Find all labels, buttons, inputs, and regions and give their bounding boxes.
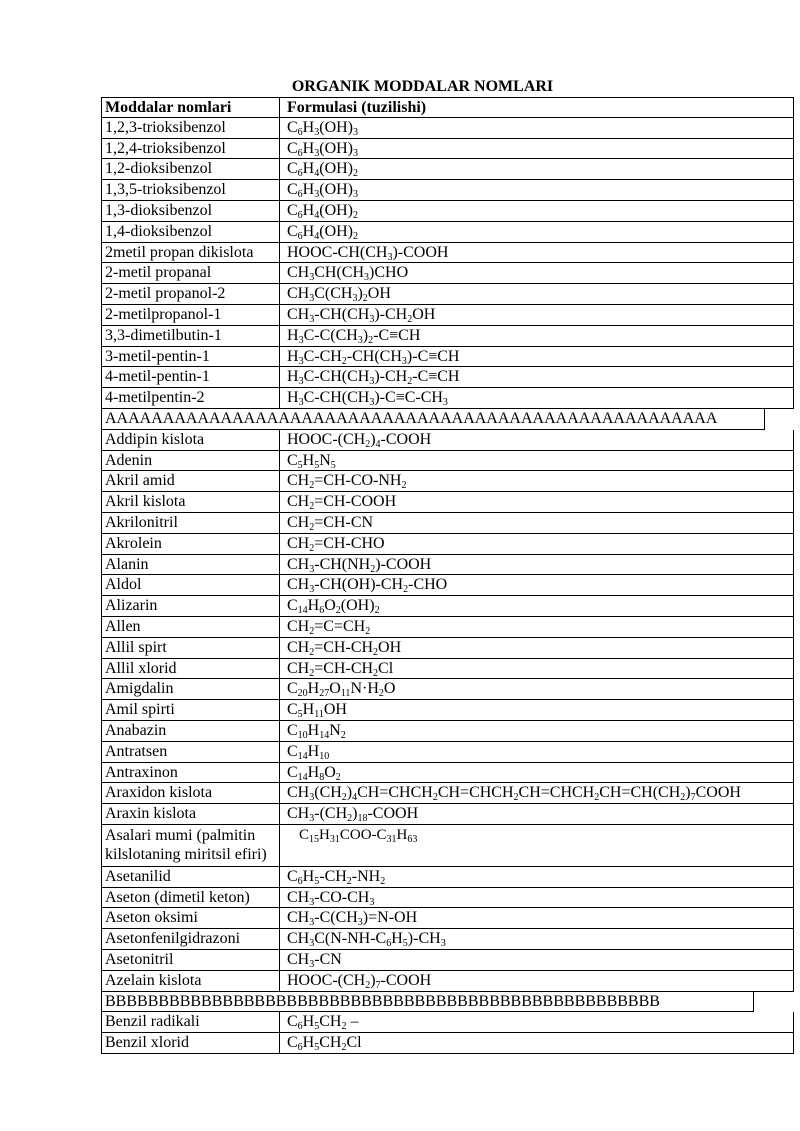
compound-name: Araxin kislota — [102, 804, 280, 824]
compound-formula: $H_3C-CH(CH_3)-C\equiv C-CH_3$ — [287, 389, 448, 408]
compound-name: Antraxinon — [102, 763, 280, 783]
compound-name: Akril kislota — [102, 492, 280, 512]
compound-formula: $CH_2=CH-CH_2Cl$ — [287, 659, 394, 679]
table-row — [101, 243, 794, 264]
table-row — [101, 804, 794, 825]
table-row — [101, 1012, 794, 1033]
table-row — [101, 1033, 794, 1054]
table-row — [101, 596, 794, 617]
compound-table — [101, 97, 794, 1054]
table-row — [101, 638, 794, 659]
compound-formula: $H_3C-CH(CH_3)-CH_2-C\equiv CH$ — [287, 368, 460, 388]
compound-name: Asetonitril — [102, 950, 280, 970]
table-row — [101, 305, 794, 326]
table-row — [101, 659, 794, 680]
compound-name: 2-metilpropanol-1 — [102, 305, 280, 325]
compound-name: 3,3-dimetilbutin-1 — [102, 326, 280, 346]
header-formula: Formulasi (tuzilishi) — [287, 99, 427, 116]
compound-name: Alizarin — [102, 596, 280, 616]
compound-name: Asetonfenilgidrazoni — [102, 929, 280, 949]
compound-name: 4-metilpentin-2 — [102, 388, 280, 408]
table-row — [101, 763, 794, 784]
compound-formula: $C_{10}H_{14}N_2$ — [287, 721, 346, 741]
table-row — [101, 471, 794, 492]
compound-name: 2metil propan dikislota — [102, 243, 280, 263]
compound-formula: $C_6H_5CH_2Cl$ — [287, 1034, 362, 1054]
table-row — [101, 617, 794, 638]
compound-formula: $CH_3-CO-CH_3$ — [287, 888, 375, 908]
table-row — [101, 888, 794, 909]
compound-formula: $C_6H_3(OH)_3$ — [287, 118, 358, 138]
table-row — [101, 534, 794, 555]
compound-formula: $C_5H_{11}OH$ — [287, 701, 347, 720]
table-row — [101, 721, 794, 742]
compound-formula: $CH_3-(CH_2)_{18}$-COOH — [287, 805, 419, 824]
compound-name: Alanin — [102, 555, 280, 575]
compound-formula: $C_6H_4(OH)_2$ — [287, 201, 358, 221]
compound-name: 1,2,4-trioksibenzol — [102, 139, 280, 159]
compound-name: Akrolein — [102, 534, 280, 554]
compound-formula: $C_6H_3(OH)_3$ — [287, 181, 358, 200]
compound-name: 2-metil propanol-2 — [102, 284, 280, 304]
compound-formula: $C_6H_4(OH)_2$ — [287, 160, 358, 180]
table-row — [101, 284, 794, 305]
table-row — [101, 139, 794, 160]
compound-name: Asalari mumi (palmitin kilslotaning miritsil efiri) — [102, 825, 280, 866]
compound-formula: HOOC-$(CH_2)_4$-COOH — [287, 430, 432, 450]
table-row — [101, 742, 794, 763]
table-row — [101, 451, 794, 472]
letter-separator: BBBBBBBBBBBBBBBBBBBBBBBBBBBBBBBBBBBBBBBBBBBBBBBBBBBB — [102, 992, 754, 1012]
table-row — [101, 783, 794, 804]
compound-name: 1,4-dioksibenzol — [102, 222, 280, 242]
compound-formula: $CH_3C(CH_3)_2OH$ — [287, 285, 391, 304]
table-header — [101, 97, 794, 118]
compound-name: Akril amid — [102, 471, 280, 491]
compound-formula: $CH_3C(N-NH-C_6H_5)-CH_3$ — [287, 930, 446, 950]
compound-name: Anabazin — [102, 721, 280, 741]
compound-formula: $CH_2=CH-CH_2OH$ — [287, 638, 402, 658]
compound-name: 1,3-dioksibenzol — [102, 201, 280, 221]
compound-name: 1,3,5-trioksibenzol — [102, 180, 280, 200]
table-row — [101, 180, 794, 201]
compound-formula: $C_6H_5-CH_2-NH_2$ — [287, 867, 386, 887]
table-row — [101, 700, 794, 721]
compound-formula: $CH_2=CH$-COOH — [287, 493, 397, 512]
table-row — [101, 388, 794, 409]
compound-formula: $CH_3-CH(NH_2)$-COOH — [287, 555, 432, 575]
compound-name: 2-metil propanal — [102, 263, 280, 283]
compound-name: Amigdalin — [102, 679, 280, 699]
compound-name: Antratsen — [102, 742, 280, 762]
compound-formula: $CH_2=CH-CO-NH_2$ — [287, 472, 407, 492]
compound-formula: $C_6H_3(OH)_3$ — [287, 139, 358, 159]
compound-formula: $C_5H_5N_5$ — [287, 451, 336, 471]
compound-formula: $CH_3CH(CH_3)CHO$ — [287, 264, 409, 284]
compound-name: Adenin — [102, 451, 280, 471]
table-row — [101, 201, 794, 222]
table-row — [101, 347, 794, 368]
table-row — [101, 867, 794, 888]
table-row — [101, 367, 794, 388]
letter-separator-row — [101, 409, 765, 430]
table-row — [101, 825, 794, 867]
compound-name: Allen — [102, 617, 280, 637]
compound-name: 1,2-dioksibenzol — [102, 159, 280, 179]
table-row — [101, 950, 794, 971]
compound-formula: $C_6H_5CH_2$ – — [287, 1013, 359, 1033]
compound-formula: $CH_2=CH-CN$ — [287, 513, 374, 533]
compound-formula: $CH_3-CH(OH)-CH_2$-CHO — [287, 576, 448, 596]
table-row — [101, 929, 794, 950]
table-row — [101, 908, 794, 929]
table-row — [101, 513, 794, 534]
table-row — [101, 222, 794, 243]
compound-name: Addipin kislota — [102, 430, 280, 450]
compound-name: Amil spirti — [102, 700, 280, 720]
table-row — [101, 263, 794, 284]
compound-name: Asetanilid — [102, 867, 280, 887]
compound-formula: $C_{14}H_{10}$ — [287, 742, 330, 762]
table-row — [101, 430, 794, 451]
compound-formula: $C_{14}H_6O_2(OH)_2$ — [287, 597, 380, 616]
table-row — [101, 326, 794, 347]
table-row — [101, 971, 794, 992]
compound-formula: $C_{20}H_{27}O_{11}N\cdot H_2O$ — [287, 680, 396, 700]
compound-formula: $CH_2=C=CH_2$ — [287, 617, 371, 637]
compound-formula: $CH_2=CH$-CHO — [287, 534, 385, 554]
compound-name: 1,2,3-trioksibenzol — [102, 118, 280, 138]
letter-separator-row — [101, 992, 754, 1013]
compound-name: 3-metil-pentin-1 — [102, 347, 280, 367]
compound-formula: $CH_3-C(CH_3)=N-OH$ — [287, 909, 418, 929]
compound-name: Aldol — [102, 575, 280, 595]
table-row — [101, 679, 794, 700]
compound-formula: $C_{14}H_8O_2$ — [287, 763, 341, 783]
compound-name: Aseton (dimetil keton) — [102, 888, 280, 908]
compound-name: Benzil radikali — [102, 1012, 280, 1032]
table-row — [101, 492, 794, 513]
letter-separator: AAAAAAAAAAAAAAAAAAAAAAAAAAAAAAAAAAAAAAAAAAAAAAAAAAAAA — [102, 409, 765, 429]
compound-formula: $H_3C-C(CH_3)_2-C\equiv CH$ — [287, 326, 421, 346]
compound-formula: $CH_3(CH_2)_4CH=CHCH_2CH=CHCH_2CH=CHCH_2CH=CH(CH_2)_7COOH$ — [287, 784, 741, 804]
compound-name: Benzil xlorid — [102, 1033, 280, 1053]
compound-name: Araxidon kislota — [102, 783, 280, 803]
table-row — [101, 575, 794, 596]
table-row — [101, 159, 794, 180]
compound-name: Azelain kislota — [102, 971, 280, 991]
table-body — [101, 118, 794, 1054]
compound-formula: $C_{15}H_{31}COO-C_{31}H_{63}$ — [299, 826, 418, 845]
compound-formula: $CH_3-CN$ — [287, 951, 342, 970]
compound-name: 4-metil-pentin-1 — [102, 367, 280, 387]
compound-formula: $C_6H_4(OH)_2$ — [287, 222, 358, 242]
table-row — [101, 118, 794, 139]
compound-name: Allil spirt — [102, 638, 280, 658]
compound-formula: HOOC-$(CH_2)_7$-COOH — [287, 971, 432, 991]
page-title: ORGANIK MODDALAR NOMLARI — [291, 78, 554, 95]
compound-name: Aseton oksimi — [102, 908, 280, 928]
compound-formula: HOOC-$CH(CH_3)$-COOH — [287, 243, 449, 263]
compound-name: Akrilonitril — [102, 513, 280, 533]
table-row — [101, 555, 794, 576]
header-name: Moddalar nomlari — [102, 98, 280, 117]
compound-name: Allil xlorid — [102, 659, 280, 679]
compound-formula: $H_3C-CH_2-CH(CH_3)-C\equiv CH$ — [287, 347, 460, 367]
compound-formula: $CH_3-CH(CH_3)-CH_2OH$ — [287, 305, 436, 325]
